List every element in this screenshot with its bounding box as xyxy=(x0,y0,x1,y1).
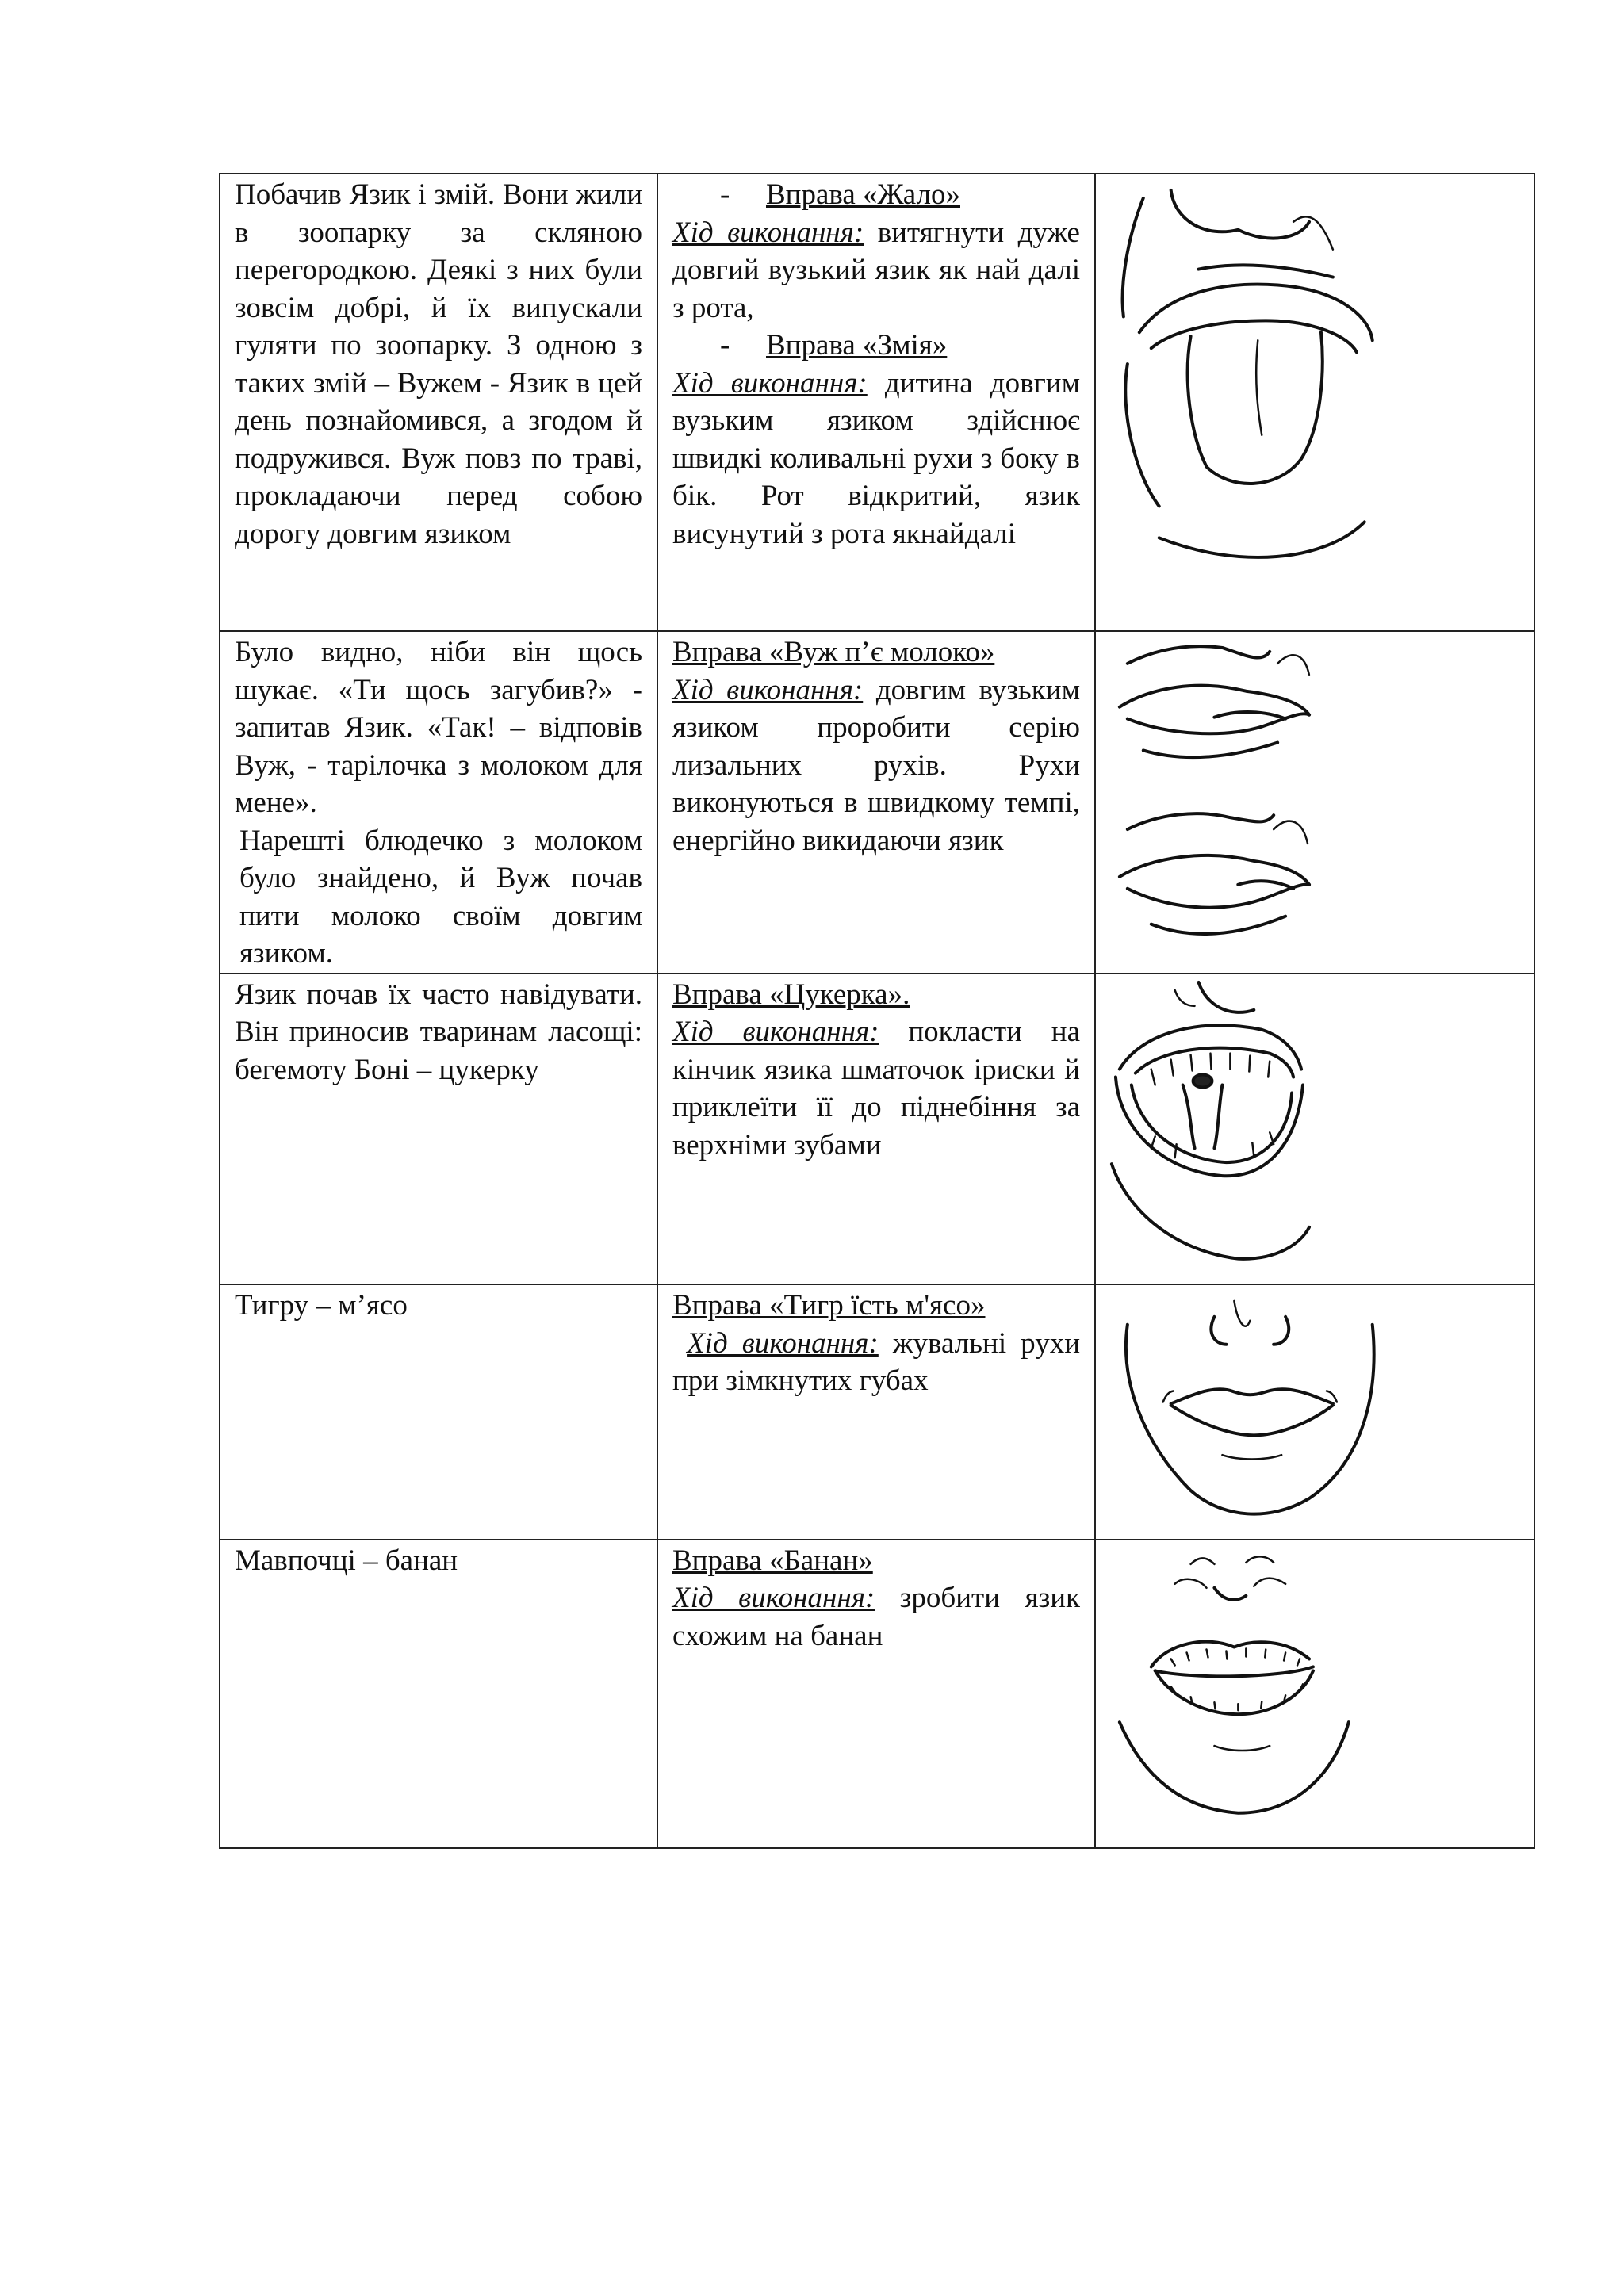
table-row xyxy=(220,974,1534,1285)
story-cell xyxy=(220,974,657,1285)
table-row xyxy=(220,631,1534,974)
story-text: Мавпочці – банан xyxy=(235,1544,458,1577)
illustration-cell xyxy=(1095,1284,1534,1540)
exercise-text: зробити язик схожим на банан xyxy=(672,1582,1080,1652)
exercise-text: довгим вузьким язиком проробити серію лизальних рухів. Рухи виконуються в швидкому темпі, енергійно викидаючи язик xyxy=(672,673,1080,857)
tongue-out-face-icon xyxy=(1096,174,1534,630)
exercise-heading: - Вправа «Змія» xyxy=(720,329,948,362)
illustration-cell xyxy=(1095,174,1534,631)
exercise-description xyxy=(672,214,1080,327)
exercise-title: Вправа «Змія» xyxy=(766,329,948,362)
exercise-title: Вправа «Тигр їсть м'ясо» xyxy=(672,1289,986,1322)
exercise-table xyxy=(219,173,1535,1849)
exercise-description xyxy=(672,365,1080,553)
story-cell xyxy=(220,631,657,974)
story-text: Побачив Язик і змій. Вони жили в зоопарку за скляною перегородкою. Деякі з них були зовсім добрі, й їх випускали гуляти по зоопарку. З одною з таких змій – Вужем - Язик в цей день познайомився, а згодом й подружився. Вуж повз по траві, прокладаючи перед собою дорогу довгим язиком xyxy=(235,178,642,550)
exercise-cell xyxy=(657,974,1095,1285)
story-text: Нарешті блюдечко з молоком було знайдено, й Вуж почав пити молоко своїм довгим язиком. xyxy=(239,824,642,970)
illustration-cell xyxy=(1095,1540,1534,1848)
exercise-label: Хід виконання: xyxy=(672,673,864,706)
exercise-cell xyxy=(657,631,1095,974)
licking-lips-icon xyxy=(1096,632,1534,970)
exercise-label: Хід виконання: xyxy=(672,366,868,400)
story-text: Язик почав їх часто навідувати. Він приносив тваринам ласощі: бегемоту Боні – цукерку xyxy=(235,978,642,1086)
story-cell xyxy=(220,1284,657,1540)
exercise-description xyxy=(672,1013,1080,1164)
exercise-title: Вправа «Жало» xyxy=(766,178,960,211)
exercise-cell xyxy=(657,1284,1095,1540)
exercise-text: витягнути дуже довгий вузький язик як най далі з рота, xyxy=(672,216,1080,324)
illustration-cell xyxy=(1095,974,1534,1285)
table-row xyxy=(220,174,1534,631)
exercise-title: Вправа «Вуж п’є молоко» xyxy=(672,636,995,668)
exercise-label: Хід виконання: xyxy=(687,1326,879,1360)
open-mouth-icon xyxy=(1096,974,1534,1284)
puffed-lips-icon xyxy=(1096,1540,1534,1847)
illustration-cell xyxy=(1095,631,1534,974)
table-row xyxy=(220,1540,1534,1848)
exercise-text: дитина довгим вузьким язиком здійснює швидкі коливальні рухи з боку в бік. Рот відкритий, язик висунутий з рота якнайдалі xyxy=(672,366,1080,550)
exercise-text: покласти на кінчик язика шматочок іриски й приклеїти її до піднебіння за верхніми зубами xyxy=(672,1016,1080,1161)
exercise-cell xyxy=(657,174,1095,631)
exercise-label: Хід виконання: xyxy=(672,1582,875,1615)
exercise-label: Хід виконання: xyxy=(672,1016,879,1048)
story-text: Тигру – м’ясо xyxy=(235,1289,408,1322)
closed-lips-smile-icon xyxy=(1096,1285,1534,1539)
exercise-title: Вправа «Цукерка». xyxy=(672,978,910,1011)
exercise-description xyxy=(672,1579,1080,1655)
exercise-title: Вправа «Банан» xyxy=(672,1544,873,1577)
exercise-label: Хід виконання: xyxy=(672,216,864,249)
exercise-description xyxy=(672,1325,1080,1400)
exercise-description xyxy=(672,672,1080,860)
exercise-heading: - Вправа «Жало» xyxy=(720,178,960,211)
table-row xyxy=(220,1284,1534,1540)
story-cell xyxy=(220,174,657,631)
story-text: Було видно, ніби він щось шукає. «Ти щось загубив?» - запитав Язик. «Так! – відповів Вуж, - тарілочка з молоком для мене». xyxy=(235,636,642,819)
exercise-text: жувальні рухи при зімкнутих губах xyxy=(672,1326,1080,1398)
exercise-cell xyxy=(657,1540,1095,1848)
story-cell xyxy=(220,1540,657,1848)
